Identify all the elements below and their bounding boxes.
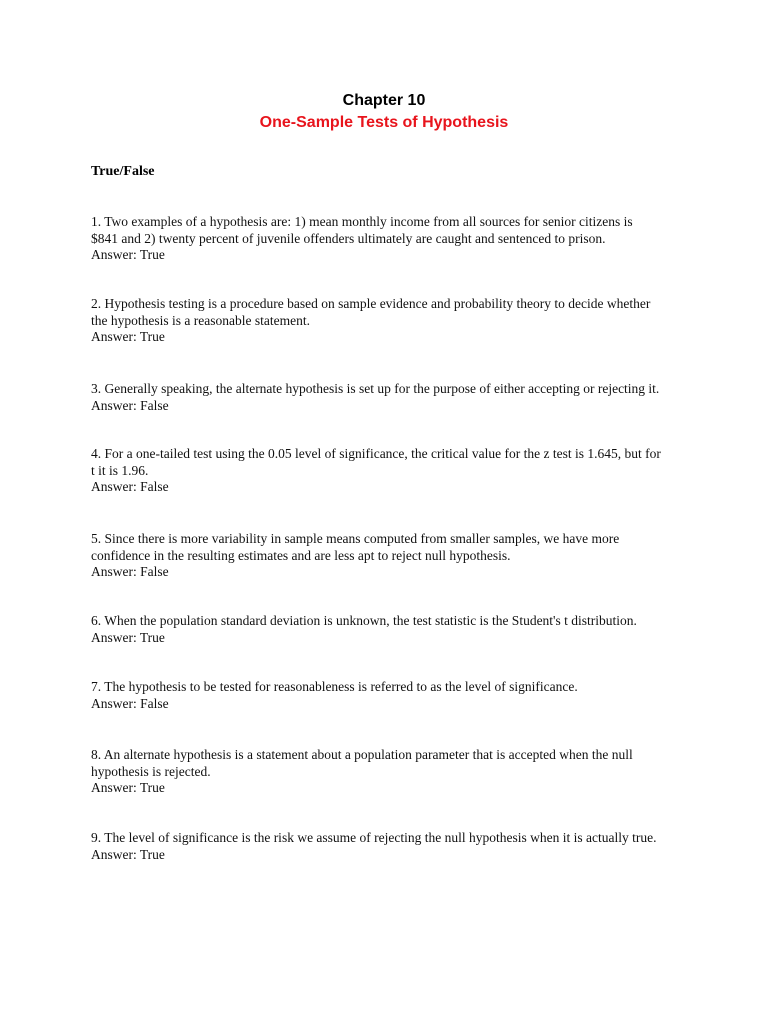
question-text: 9. The level of significance is the risk we assume of rejecting the null hypothesis when it is actually true. [91,830,657,845]
question-text: 8. An alternate hypothesis is a statement about a population parameter that is accepted when the null [91,747,633,762]
question-item [91,830,691,863]
answer-text: Answer: True [91,780,165,795]
question-text: 1. Two examples of a hypothesis are: 1) mean monthly income from all sources for senior citizens is [91,214,633,229]
question-text: $841 and 2) twenty percent of juvenile offenders ultimately are caught and sentenced to prison. [91,230,606,246]
answer-text: Answer: True [91,629,165,645]
question-text: 2. Hypothesis testing is a procedure based on sample evidence and probability theory to decide whether [91,296,651,311]
question-item [91,679,691,712]
answer-text: Answer: True [91,846,165,862]
answer-text: Answer: False [91,695,169,711]
question-text: the hypothesis is a reasonable statement. [91,312,310,328]
question-text: 5. Since there is more variability in sample means computed from smaller samples, we have more [91,531,620,546]
question-item [91,531,691,581]
answer-text: Answer: True [91,247,165,262]
question-text: hypothesis is rejected. [91,763,211,779]
section-heading: True/False [91,164,155,179]
answer-text: Answer: True [91,329,165,344]
question-text: 7. The hypothesis to be tested for reasonableness is referred to as the level of significance. [91,679,578,694]
question-text: 6. When the population standard deviation is unknown, the test statistic is the Student's t distribution. [91,613,637,628]
question-item [91,446,691,496]
question-item [91,747,691,797]
chapter-title: One-Sample Tests of Hypothesis [259,114,509,131]
chapter-heading: Chapter 10 [342,92,426,109]
question-item [91,381,691,414]
question-text: 3. Generally speaking, the alternate hypothesis is set up for the purpose of either accepting or rejecting it. [91,381,660,396]
question-item [91,613,691,646]
question-text: confidence in the resulting estimates and are less apt to reject null hypothesis. [91,547,511,563]
answer-text: Answer: False [91,479,169,494]
question-item [91,214,691,264]
question-item [91,296,691,346]
answer-text: Answer: False [91,564,169,579]
question-text: t it is 1.96. [91,462,149,478]
question-text: 4. For a one-tailed test using the 0.05 level of significance, the critical value for the z test is 1.645, but for [91,446,661,461]
answer-text: Answer: False [91,397,169,413]
